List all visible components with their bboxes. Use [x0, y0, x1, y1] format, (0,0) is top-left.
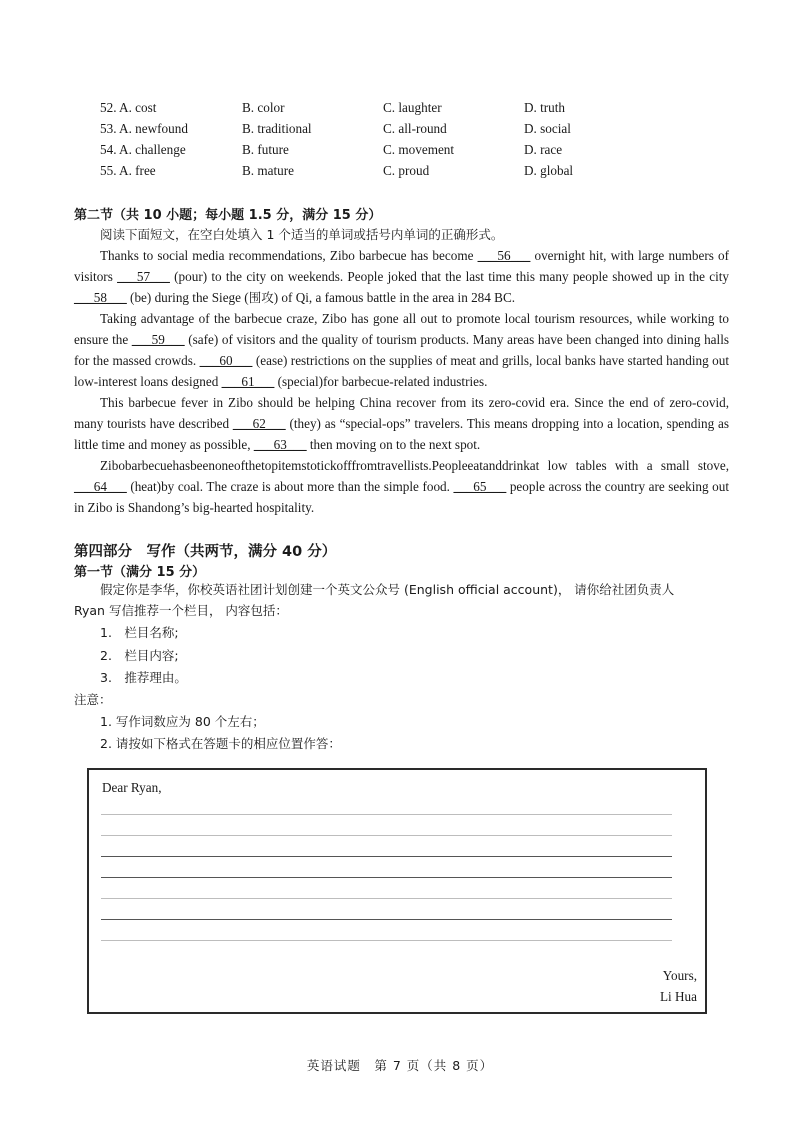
passage-text: Zibobarbecuehasbeenoneofthetopitemstotickofffromtravellists.Peopleeatanddrinkat low tables with a small stove, — [100, 458, 729, 473]
passage-paragraph-4 — [74, 455, 729, 518]
section2-heading: 第二节（共 10 小题；每小题 1.5 分，满分 15 分） — [74, 208, 382, 223]
requirement-item: 3. 推荐理由。 — [100, 670, 187, 685]
instruction-text: 阅读下面短文，在空白处填入 1 个适当的单词或括号内单词的正确形式。 — [100, 227, 504, 242]
cjk-gloss: 围攻 — [248, 290, 274, 305]
option-c: C. movement — [383, 142, 455, 157]
passage-text: (special)for barbecue-related industries. — [274, 374, 488, 389]
writing-line — [101, 940, 672, 941]
section2-instruction — [74, 224, 729, 245]
option-b: B. future — [242, 142, 289, 157]
option-a: 54. A. challenge — [100, 142, 186, 157]
writing-line — [101, 877, 672, 878]
passage-text: (be) during the Siege ( — [126, 290, 249, 305]
blank-61: ___61___ — [221, 374, 275, 389]
option-c: C. laughter — [383, 100, 442, 115]
blank-63: ___63___ — [253, 437, 307, 452]
writing-line — [101, 835, 672, 836]
requirement-item: 2. 栏目内容; — [100, 648, 179, 663]
blank-60: ___60___ — [199, 353, 253, 368]
answer-box — [87, 768, 707, 1014]
letter-signature: Li Hua — [660, 989, 697, 1004]
option-d: D. truth — [524, 100, 566, 115]
option-c: C. all-round — [383, 121, 447, 136]
passage-paragraph-1 — [74, 245, 729, 308]
option-b: B. color — [242, 100, 285, 115]
blank-57: ___57___ — [117, 269, 170, 284]
notice-item: 1. 写作词数应为 80 个左右； — [100, 714, 265, 729]
option-a: 53. A. newfound — [100, 121, 188, 136]
passage-text: Thanks to social media recommendations, Zibo barbecue has become — [100, 248, 478, 263]
blank-64: ___64___ — [74, 479, 127, 494]
blank-56: ___56___ — [477, 248, 531, 263]
option-d: D. race — [524, 142, 563, 157]
blank-65: ___65___ — [453, 479, 507, 494]
blank-62: ___62___ — [232, 416, 286, 431]
passage-text: (safe) of visitors and the quality of tourism products. Many areas have been changed into dining halls for the massed crowds. — [74, 332, 729, 368]
page-footer: 英语试题 第 7 页（共 8 页） — [306, 1058, 494, 1073]
option-a: 52. A. cost — [100, 100, 157, 115]
passage-paragraph-3 — [74, 392, 729, 455]
requirement-item: 1. 栏目名称; — [100, 625, 179, 640]
option-b: B. mature — [242, 163, 295, 178]
passage-text: (pour) to the city on weekends. People joked that the last time this many people showed up in the city — [169, 269, 729, 284]
passage-text: This barbecue fever in Zibo should be helping China recover from its zero-covid era. Since the end of zero-covid, many tourists have described — [74, 395, 729, 431]
notice-label: 注意： — [74, 692, 112, 707]
passage-text: (ease) restrictions on the supplies of meat and grills, local banks have started handing out low-interest loans designed — [74, 353, 730, 389]
passage-text: (they) as “special-ops” travelers. This means dropping into a location, spending as little time and money as possible, — [74, 416, 729, 452]
passage-text: Taking advantage of the barbecue craze, Zibo has gone all out to promote local tourism resources, while working to ensure the — [74, 311, 729, 347]
writing-line — [101, 814, 672, 815]
notice-item: 2. 请按如下格式在答题卡的相应位置作答： — [100, 736, 341, 751]
writing-prompt-line2: Ryan 写信推荐一个栏目， 内容包括： — [74, 603, 288, 618]
passage-text: overnight hit, with large numbers of visitors — [74, 248, 729, 284]
letter-closing: Yours, — [662, 968, 697, 983]
option-d: D. global — [524, 163, 574, 178]
writing-prompt-line1: 假定你是李华，你校英语社团计划创建一个英文公众号 (English official account)， 请你给社团负责人 — [100, 582, 675, 597]
passage-text: ) of Qi, a famous battle in the area in 284 BC. — [273, 290, 516, 305]
letter-greeting: Dear Ryan, — [102, 780, 162, 795]
part4-heading: 第四部分 写作（共两节，满分 40 分） — [74, 544, 337, 560]
part4-sub-heading: 第一节（满分 15 分） — [74, 565, 206, 580]
passage-text: people across the country are seeking out in Zibo is Shandong’s big-hearted hospitality. — [74, 479, 729, 515]
blank-58: ___58___ — [74, 290, 127, 305]
option-d: D. social — [524, 121, 571, 136]
writing-line — [101, 919, 672, 920]
blank-59: ___59___ — [131, 332, 185, 347]
option-c: C. proud — [383, 163, 430, 178]
writing-line — [101, 898, 672, 899]
writing-line — [101, 856, 672, 857]
option-a: 55. A. free — [100, 163, 156, 178]
passage-text: then moving on to the next spot. — [306, 437, 481, 452]
passage-text: (heat)by coal. The craze is about more than the simple food. — [126, 479, 454, 494]
passage-paragraph-2 — [74, 308, 729, 392]
option-b: B. traditional — [242, 121, 312, 136]
